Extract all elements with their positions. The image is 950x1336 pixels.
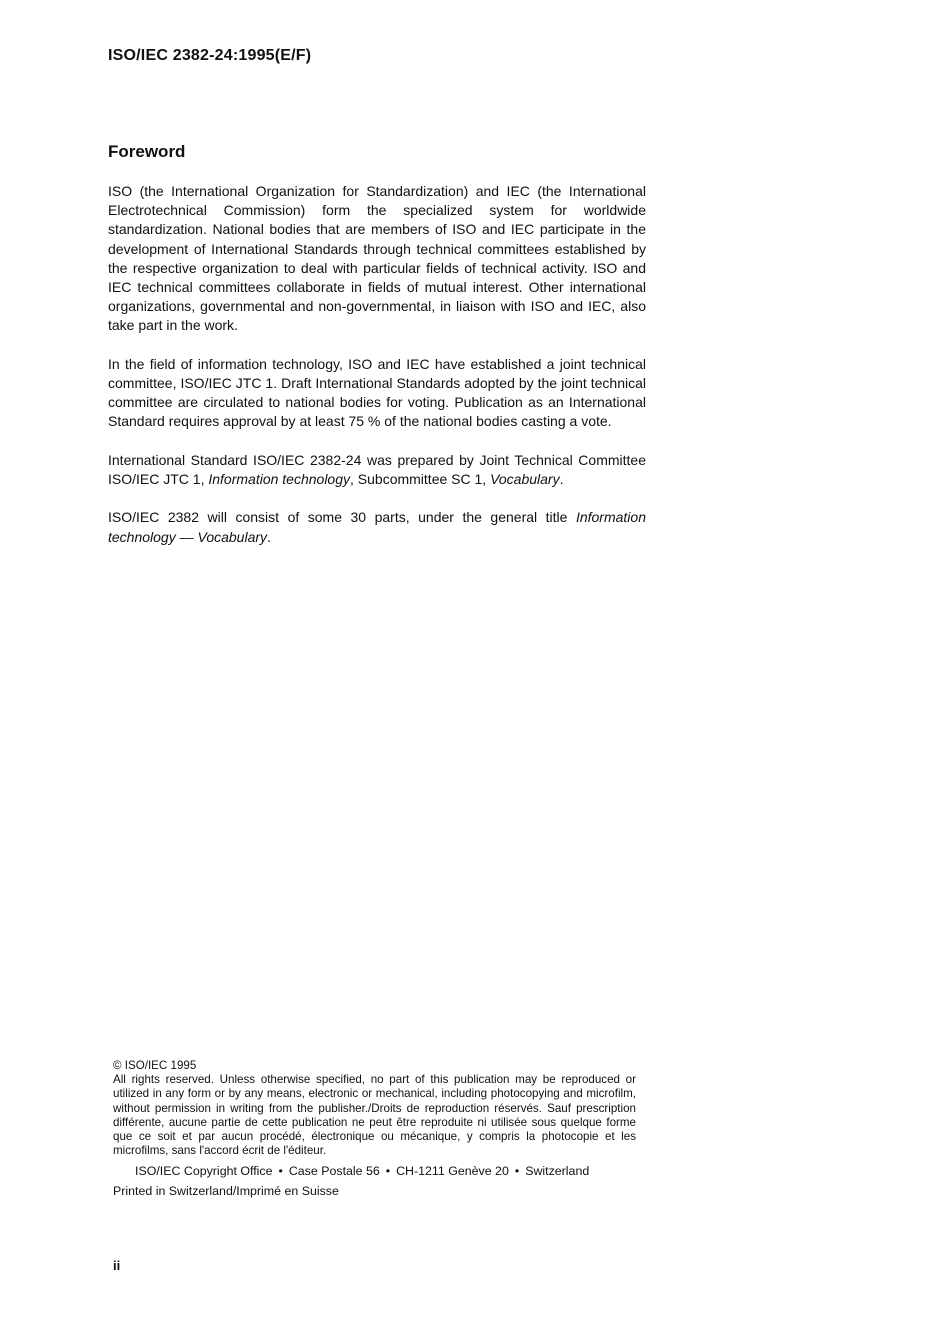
p4-text-1: ISO/IEC 2382 will consist of some 30 parts, under the general title — [108, 509, 576, 526]
foreword-paragraph-1: ISO (the International Organization for Standardization) and IEC (the International Electrotechnical Commission) form the specialized system for worldwide standardization. National bodies that are members of ISO and IEC participate in the development of International Standards through technical committees established by the respective organization to deal with particular fields of technical activity. ISO and IEC technical committees collaborate in fields of mutual interest. Other international organizations, governmental and non-governmental, in liaison with ISO and IEC, also take part in the work. — [108, 183, 646, 334]
copyright-notice: All rights reserved. Unless otherwise specified, no part of this publication may be reproduced or utilized in any form or by any means, electronic or mechanical, including photocopying and microfilm, without permission in writing from the publisher./Droits de reproduction réservés. Sauf prescription différente, aucune partie de cette publication ne peut être reproduite ni utilisée sous quelque forme que ce soit et par aucun procédé, électronique ou mécanique, y compris la photocopie et les microfilms, sans l'accord écrit de l'éditeur. — [113, 1073, 636, 1158]
page-number: ii — [113, 1258, 121, 1273]
p3-text-2: , Subcommittee SC 1, — [350, 471, 491, 488]
foreword-body — [108, 182, 646, 566]
foreword-paragraph-4 — [108, 508, 646, 546]
copyright-address — [113, 1164, 636, 1178]
copyright-block — [113, 1059, 636, 1198]
address-country: Switzerland — [525, 1164, 590, 1179]
bullet-separator: • — [514, 1164, 520, 1179]
bullet-separator: • — [278, 1164, 283, 1179]
p3-italic-subcommittee: Vocabulary — [490, 471, 560, 488]
p3-text-3: . — [559, 471, 564, 488]
p4-italic-title: Information technology — Vocabulary — [108, 509, 646, 545]
document-identifier: ISO/IEC 2382-24:1995(E/F) — [108, 47, 312, 64]
p3-italic-title: Information technology — [208, 471, 350, 488]
p4-text-2: . — [267, 528, 271, 545]
p3-text-1: International Standard ISO/IEC 2382-24 was prepared by Joint Technical Committee ISO/IEC JTC 1, — [108, 451, 646, 488]
foreword-paragraph-2: In the field of information technology, ISO and IEC have established a joint technical committee, ISO/IEC JTC 1. Draft International Standards adopted by the joint technical committee are circulated to national bodies for voting. Publication as an International Standard requires approval by at least 75 % of the national bodies casting a vote. — [108, 355, 646, 430]
address-office: ISO/IEC Copyright Office — [135, 1164, 273, 1179]
printed-in: Printed in Switzerland/Imprimé en Suisse — [113, 1183, 339, 1198]
foreword-heading: Foreword — [108, 142, 186, 161]
bullet-separator: • — [385, 1164, 391, 1179]
address-box: Case Postale 56 — [288, 1164, 380, 1179]
address-city: CH-1211 Genève 20 — [396, 1164, 509, 1179]
foreword-paragraph-3 — [108, 451, 646, 489]
copyright-line: © ISO/IEC 1995 — [113, 1059, 197, 1072]
